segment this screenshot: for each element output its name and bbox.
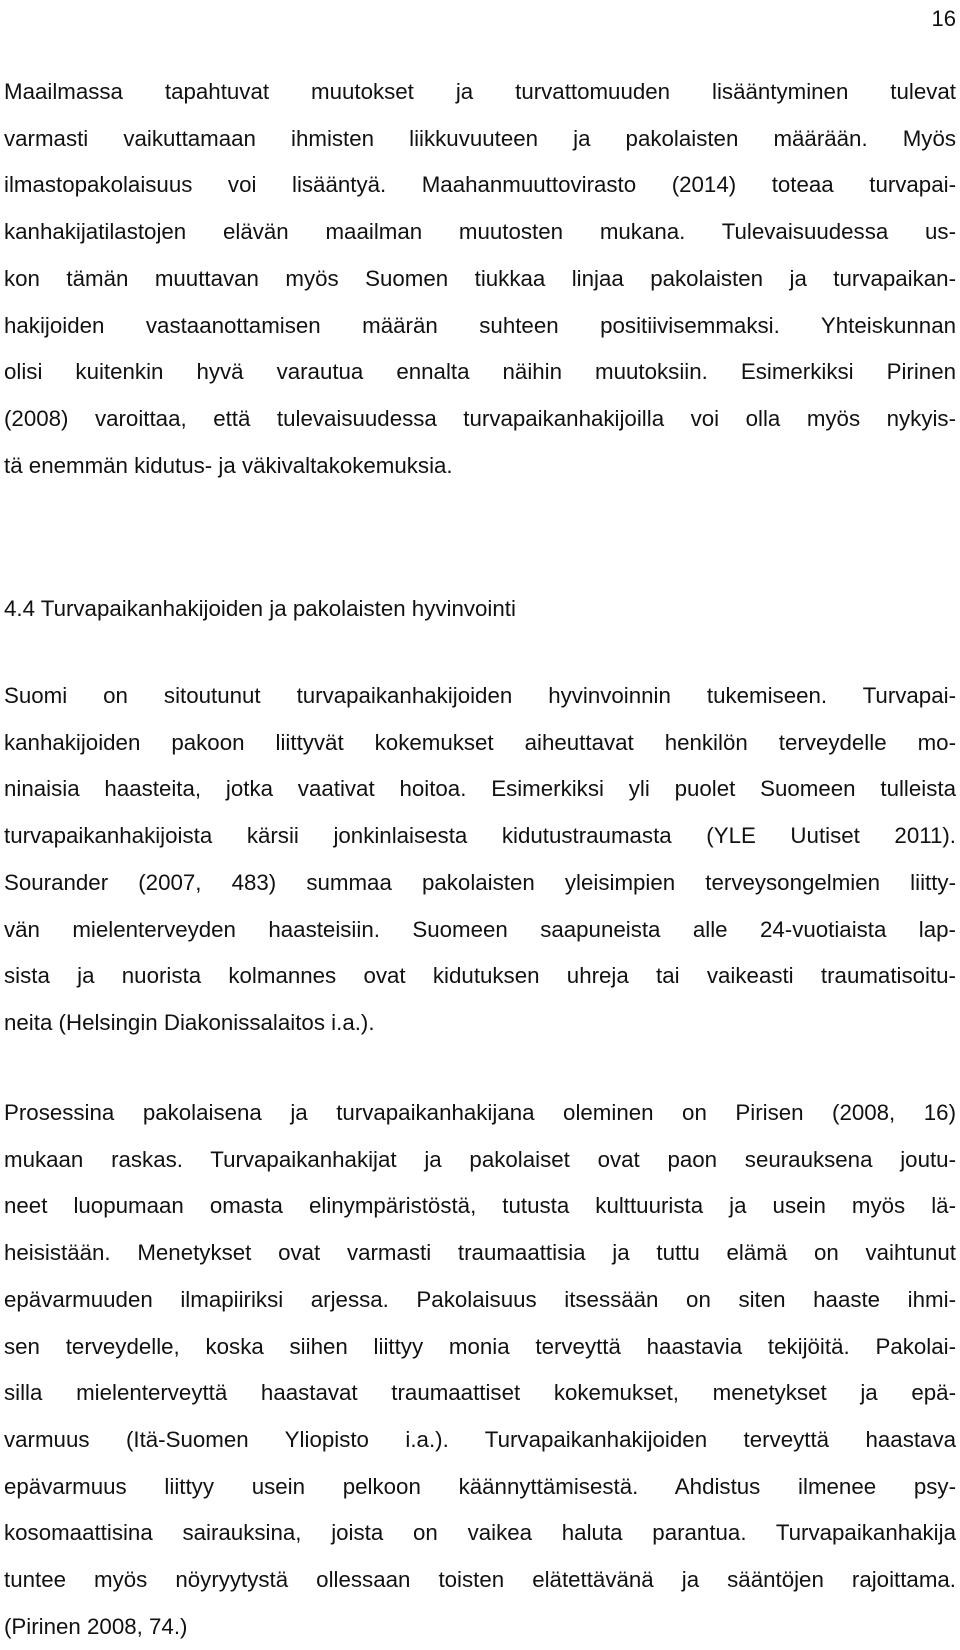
text-line: vän mielenterveyden haasteisiin. Suomeen saapuneista alle 24-vuotiaista lap-: [4, 916, 956, 942]
text-line: kon tämän muuttavan myös Suomen tiukkaa linjaa pakolaisten ja turvapaikan-: [4, 265, 956, 291]
text-line: varmasti vaikuttamaan ihmisten liikkuvuuteen ja pakolaisten määrään. Myös: [4, 125, 956, 151]
text-line: mukaan raskas. Turvapaikanhakijat ja pakolaiset ovat paon seurauksena joutu-: [4, 1146, 956, 1172]
text-line: (2008) varoittaa, että tulevaisuudessa turvapaikanhakijoilla voi olla myös nykyis-: [4, 405, 956, 431]
text-line: epävarmuuden ilmapiiriksi arjessa. Pakolaisuus itsessään on siten haaste ihmi-: [4, 1286, 956, 1312]
text-line: Maailmassa tapahtuvat muutokset ja turvattomuuden lisääntyminen tulevat: [4, 79, 956, 104]
text-line: neet luopumaan omasta elinympäristöstä, tutusta kulttuurista ja usein myös lä-: [4, 1193, 956, 1219]
text-line: sen terveydelle, koska siihen liittyy monia terveyttä haastavia tekijöitä. Pakolai-: [4, 1333, 956, 1359]
text-line: kanhakijoiden pakoon liittyvät kokemukset aiheuttavat henkilön terveydelle mo-: [4, 729, 956, 755]
text-line: turvapaikanhakijoista kärsii jonkinlaisesta kidutustraumasta (YLE Uutiset 2011).: [4, 823, 956, 849]
paragraph-intro: [4, 69, 956, 489]
text-line: kanhakijatilastojen elävän maailman muutosten mukana. Tulevaisuudessa us-: [4, 219, 956, 245]
section-heading: 4.4 Turvapaikanhakijoiden ja pakolaisten hyvinvointi: [4, 596, 516, 621]
text-line: heisistään. Menetykset ovat varmasti traumaattisia ja tuttu elämä on vaihtunut: [4, 1240, 956, 1266]
text-line: (Pirinen 2008, 74.): [4, 1613, 188, 1639]
text-line: silla mielenterveyttä haastavat traumaattiset kokemukset, menetykset ja epä-: [4, 1380, 956, 1406]
text-line: Prosessina pakolaisena ja turvapaikanhakijana oleminen on Pirisen (2008, 16): [4, 1100, 956, 1125]
paragraph-wellbeing: [4, 673, 956, 1047]
text-line: varmuus (Itä-Suomen Yliopisto i.a.). Turvapaikanhakijoiden terveyttä haastava: [4, 1426, 956, 1452]
text-line: ninaisia haasteita, jotka vaativat hoitoa. Esimerkiksi yli puolet Suomeen tulleista: [4, 776, 956, 802]
text-line: ilmastopakolaisuus voi lisääntyä. Maahanmuuttovirasto (2014) toteaa turvapai-: [4, 172, 956, 198]
text-line: kosomaattisina sairauksina, joista on vaikea haluta parantua. Turvapaikanhakija: [4, 1520, 956, 1546]
text-line: tuntee myös nöyryytystä ollessaan toisten elätettävänä ja sääntöjen rajoittama.: [4, 1567, 956, 1593]
text-line: Sourander (2007, 483) summaa pakolaisten yleisimpien terveysongelmien liitty-: [4, 869, 956, 895]
text-line: tä enemmän kidutus- ja väkivaltakokemuksia.: [4, 452, 453, 478]
text-line: olisi kuitenkin hyvä varautua ennalta näihin muutoksiin. Esimerkiksi Pirinen: [4, 359, 956, 385]
text-line: epävarmuus liittyy usein pelkoon käännyttämisestä. Ahdistus ilmenee psy-: [4, 1473, 956, 1499]
text-line: Suomi on sitoutunut turvapaikanhakijoiden hyvinvoinnin tukemiseen. Turvapai-: [4, 683, 956, 708]
text-line: neita (Helsingin Diakonissalaitos i.a.).: [4, 1009, 375, 1035]
paragraph-process: [4, 1090, 956, 1650]
page-number: 16: [931, 6, 956, 31]
text-line: hakijoiden vastaanottamisen määrän suhteen positiivisemmaksi. Yhteiskunnan: [4, 312, 956, 338]
text-line: sista ja nuorista kolmannes ovat kidutuksen uhreja tai vaikeasti traumatisoitu-: [4, 963, 956, 989]
